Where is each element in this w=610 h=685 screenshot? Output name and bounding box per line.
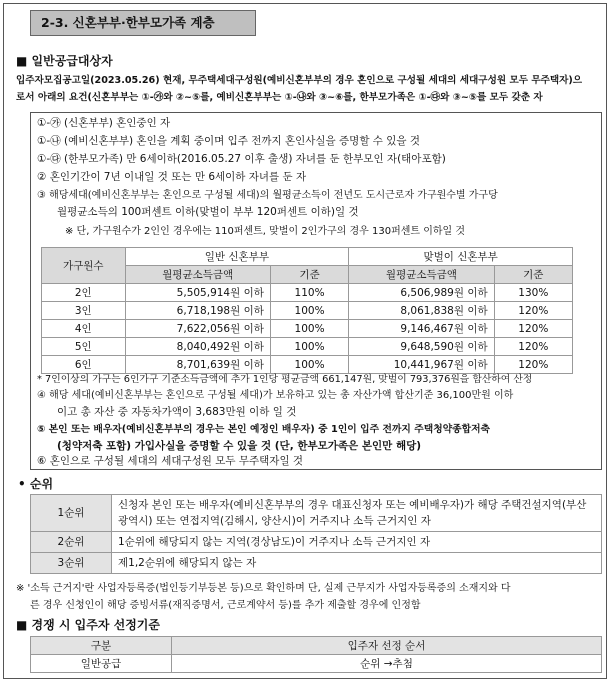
condition-5-line-2: (청약저축 포함) 가입사실을 증명할 수 있을 것 (단, 한부모가족은 본인만 해당) — [57, 440, 422, 452]
condition-6: ⑥ 혼인으로 구성될 세대의 세대구성원 모두 무주택자일 것 — [37, 455, 304, 467]
seven-person-note: * 7인이상의 가구는 6인가구 기준소득금액에 추가 1인당 평균금액 661,147원, 맞벌이 793,376원을 합산하여 산정 — [37, 374, 533, 385]
dual-income-limit: 6,506,989원 이하 — [349, 284, 494, 302]
condition-3-line-1: ③ 해당세대(예비신혼부부는 혼인으로 구성될 세대)의 월평균소득이 전년도 도시근로자 가구원수별 가구당 — [37, 190, 498, 201]
dual-standard: 120% — [494, 302, 572, 320]
table-row — [42, 284, 573, 302]
income-table — [41, 247, 573, 374]
supply-type-header: 구분 — [31, 637, 172, 655]
household-size-header: 가구원수 — [42, 248, 126, 284]
rank-description: 1순위에 해당되지 않는 지역(경상남도)이 거주지나 소득 근거지인 자 — [112, 532, 602, 553]
table-row — [42, 338, 573, 356]
rank-label: 3순위 — [31, 553, 112, 574]
selection-heading-text: 경쟁 시 입주자 선정기준 — [31, 618, 160, 632]
condition-1b: ①-㉯ (예비신혼부부) 혼인을 계획 중이며 입주 전까지 혼인사실을 증명할 수 있을 것 — [37, 135, 421, 147]
dual-standard: 120% — [494, 320, 572, 338]
eligibility-intro — [16, 72, 596, 106]
condition-3-line-2: 월평균소득의 100퍼센트 이하(맞벌이 부부 120퍼센트 이하)일 것 — [57, 206, 359, 218]
condition-5-line-1: ⑤ 본인 또는 배우자(예비신혼부부의 경우는 본인 예정인 배우자) 중 1인이 입주 전까지 주택청약종합저축 — [37, 424, 491, 435]
selection-order-header: 입주자 선정 순서 — [172, 637, 602, 655]
selection-heading — [16, 616, 160, 633]
condition-4-line-2: 이고 총 자산 중 자동차가액이 3,683만원 이하 일 것 — [57, 406, 297, 418]
table-row — [31, 655, 602, 673]
single-income-limit: 8,040,492원 이하 — [125, 338, 270, 356]
document-page — [3, 3, 607, 679]
table-row — [42, 320, 573, 338]
income-base-note-line-2: 른 경우 신청인이 해당 증빙서류(재직증명서, 근로계약서 등)를 추가 제출할 경우에 인정함 — [30, 600, 421, 611]
income-base-note-line-1: ※ '소득 근거지'란 사업자등록증(법인등기부등본 등)으로 확인하며 단, 실제 근무지가 사업자등록증의 소재지와 다 — [16, 583, 511, 594]
dot-bullet-icon: • — [18, 477, 26, 491]
single-standard: 110% — [270, 284, 348, 302]
square-bullet-icon: ■ — [16, 54, 28, 68]
selection-table — [30, 636, 602, 673]
conditions-box — [30, 112, 602, 470]
household-size: 2인 — [42, 284, 126, 302]
dual-income-limit: 9,146,467원 이하 — [349, 320, 494, 338]
dual-standard: 120% — [494, 356, 572, 374]
ranking-heading — [18, 475, 53, 492]
rank-label: 1순위 — [31, 495, 112, 532]
condition-2: ② 혼인기간이 7년 이내일 것 또는 만 6세이하 자녀를 둔 자 — [37, 171, 307, 183]
table-row — [31, 495, 602, 532]
rank-description: 제1,2순위에 해당되지 않는 자 — [112, 553, 602, 574]
eligibility-intro-line-2: 로서 아래의 요건(신혼부부는 ①-㉮와 ②~⑤를, 예비신혼부부는 ①-㉯와 ③~⑥를, 한부모가족은 ①-㉰와 ③~⑤를 모두 갖춘 자 — [16, 92, 543, 103]
household-size: 4인 — [42, 320, 126, 338]
household-size: 5인 — [42, 338, 126, 356]
condition-1a: ①-㉮ (신혼부부) 혼인중인 자 — [37, 117, 171, 129]
household-size: 6인 — [42, 356, 126, 374]
ranking-heading-text: 순위 — [29, 477, 54, 491]
single-income-group-header: 일반 신혼부부 — [125, 248, 349, 266]
single-standard: 100% — [270, 338, 348, 356]
section-title: 2-3. 신혼부부·한부모가족 계층 — [30, 10, 256, 36]
income-base-note — [16, 580, 596, 614]
selection-order: 순위 →추첨 — [172, 655, 602, 673]
single-income-limit: 5,505,914원 이하 — [125, 284, 270, 302]
table-header-row — [31, 637, 602, 655]
condition-3-note: ※ 단, 가구원수가 2인인 경우에는 110퍼센트, 맞벌이 2인가구의 경우 130퍼센트 이하일 것 — [65, 226, 466, 237]
supply-type: 일반공급 — [31, 655, 172, 673]
dual-income-limit: 8,061,838원 이하 — [349, 302, 494, 320]
single-standard: 100% — [270, 320, 348, 338]
dual-income-group-header: 맞벌이 신혼부부 — [349, 248, 573, 266]
single-standard: 100% — [270, 356, 348, 374]
condition-1c: ①-㉰ (한부모가족) 만 6세이하(2016.05.27 이후 출생) 자녀를 둔 한부모인 자(태아포함) — [37, 153, 446, 165]
dual-income-limit: 9,648,590원 이하 — [349, 338, 494, 356]
table-row — [31, 553, 602, 574]
rank-label: 2순위 — [31, 532, 112, 553]
single-standard-column-header: 기준 — [270, 266, 348, 284]
household-size: 3인 — [42, 302, 126, 320]
dual-income-limit: 10,441,967원 이하 — [349, 356, 494, 374]
single-standard: 100% — [270, 302, 348, 320]
dual-income-column-header: 월평균소득금액 — [349, 266, 494, 284]
table-row — [31, 532, 602, 553]
square-bullet-icon: ■ — [16, 618, 28, 632]
single-income-limit: 6,718,198원 이하 — [125, 302, 270, 320]
ranking-table — [30, 494, 602, 574]
general-supply-heading — [16, 52, 113, 69]
single-income-limit: 7,622,056원 이하 — [125, 320, 270, 338]
dual-standard: 120% — [494, 338, 572, 356]
rank-description: 신청자 본인 또는 배우자(예비신혼부부의 경우 대표신청자 또는 예비배우자)가 해당 주택건설지역(부산광역시) 또는 연접지역(김해시, 양산시)이 거주지나 소득 근거지인 자 — [112, 495, 602, 532]
condition-4-line-1: ④ 해당 세대(예비신혼부부는 혼인으로 구성될 세대)가 보유하고 있는 총 자산가액 합산기준 36,100만원 이하 — [37, 390, 514, 401]
single-income-limit: 8,701,639원 이하 — [125, 356, 270, 374]
single-income-column-header: 월평균소득금액 — [125, 266, 270, 284]
eligibility-intro-line-1: 입주자모집공고일(2023.05.26) 현재, 무주택세대구성원(예비신혼부부의 경우 혼인으로 구성될 세대의 세대구성원 모두 무주택자)으 — [16, 75, 583, 86]
dual-standard-column-header: 기준 — [494, 266, 572, 284]
general-supply-heading-text: 일반공급대상자 — [31, 54, 113, 68]
table-row — [42, 302, 573, 320]
dual-standard: 130% — [494, 284, 572, 302]
